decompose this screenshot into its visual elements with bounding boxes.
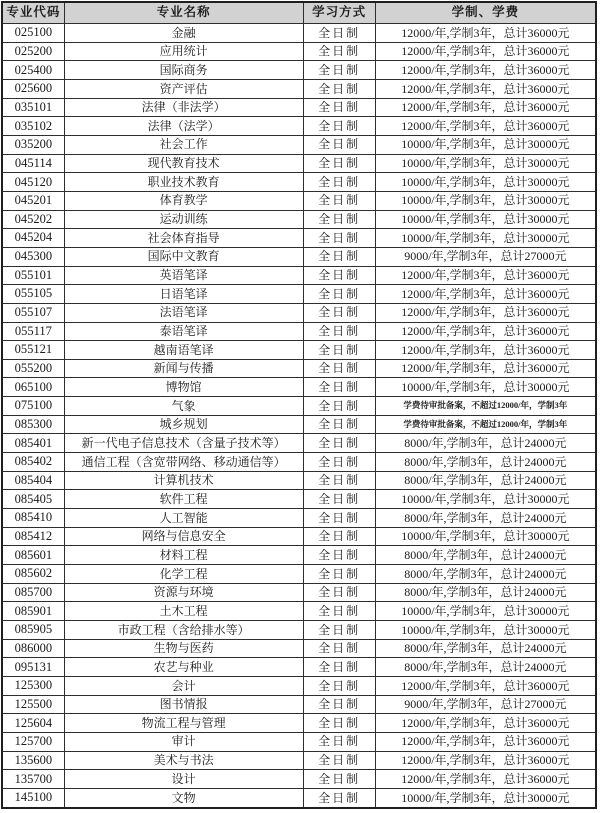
table-row — [2, 98, 596, 117]
cell-major-code: 055101 — [2, 266, 64, 285]
cell-major-name: 越南语笔译 — [64, 341, 303, 360]
cell-major-code: 025600 — [2, 79, 64, 98]
cell-duration-tuition: 12000/年,学制3年，总计36000元 — [375, 676, 596, 695]
cell-major-code: 085700 — [2, 583, 64, 602]
cell-major-code: 035102 — [2, 117, 64, 136]
cell-study-mode: 全日制 — [303, 658, 375, 677]
cell-study-mode: 全日制 — [303, 154, 375, 173]
cell-duration-tuition: 10000/年,学制3年，总计30000元 — [375, 602, 596, 621]
table-row — [2, 583, 596, 602]
cell-major-name: 国际中文教育 — [64, 247, 303, 266]
table-row — [2, 695, 596, 714]
cell-major-name: 法律（非法学） — [64, 98, 303, 117]
cell-major-name: 现代教育技术 — [64, 154, 303, 173]
cell-major-name: 社会工作 — [64, 135, 303, 154]
cell-duration-tuition: 12000/年,学制3年，总计36000元 — [375, 117, 596, 136]
cell-study-mode: 全日制 — [303, 210, 375, 229]
cell-major-name: 生物与医药 — [64, 639, 303, 658]
table-row — [2, 676, 596, 695]
cell-major-code: 025100 — [2, 24, 64, 43]
cell-duration-tuition: 8000/年,学制3年，总计24000元 — [375, 583, 596, 602]
cell-duration-tuition: 12000/年,学制3年，总计36000元 — [375, 42, 596, 61]
cell-major-name: 市政工程（含给排水等） — [64, 621, 303, 640]
cell-duration-tuition: 9000/年,学制3年，总计27000元 — [375, 695, 596, 714]
cell-major-code: 085901 — [2, 602, 64, 621]
cell-major-code: 045120 — [2, 173, 64, 192]
cell-major-code: 135700 — [2, 770, 64, 789]
cell-duration-tuition: 8000/年,学制3年，总计24000元 — [375, 639, 596, 658]
cell-study-mode: 全日制 — [303, 229, 375, 248]
cell-study-mode: 全日制 — [303, 117, 375, 136]
cell-major-code: 085602 — [2, 565, 64, 584]
col-header-major-name: 专业名称 — [64, 2, 303, 24]
cell-major-code: 085412 — [2, 527, 64, 546]
table-row — [2, 397, 596, 416]
cell-duration-tuition: 10000/年,学制3年，总计30000元 — [375, 135, 596, 154]
cell-major-name: 化学工程 — [64, 565, 303, 584]
cell-major-name: 应用统计 — [64, 42, 303, 61]
table-body — [2, 24, 596, 809]
cell-study-mode: 全日制 — [303, 61, 375, 80]
cell-duration-tuition: 12000/年,学制3年，总计36000元 — [375, 98, 596, 117]
cell-major-code: 085300 — [2, 415, 64, 434]
cell-study-mode: 全日制 — [303, 565, 375, 584]
table-row — [2, 378, 596, 397]
cell-major-code: 085404 — [2, 471, 64, 490]
cell-study-mode: 全日制 — [303, 191, 375, 210]
cell-duration-tuition: 12000/年,学制3年，总计36000元 — [375, 770, 596, 789]
table-row — [2, 639, 596, 658]
col-header-study-mode: 学习方式 — [303, 2, 375, 24]
cell-major-code: 145100 — [2, 788, 64, 808]
cell-study-mode: 全日制 — [303, 341, 375, 360]
cell-duration-tuition: 10000/年,学制3年，总计30000元 — [375, 191, 596, 210]
cell-major-name: 社会体育指导 — [64, 229, 303, 248]
table-row — [2, 751, 596, 770]
cell-duration-tuition: 8000/年,学制3年，总计24000元 — [375, 471, 596, 490]
table-row — [2, 770, 596, 789]
cell-major-name: 金融 — [64, 24, 303, 43]
cell-duration-tuition: 12000/年,学制3年，总计36000元 — [375, 285, 596, 304]
table-row — [2, 266, 596, 285]
table-row — [2, 527, 596, 546]
cell-major-code: 035200 — [2, 135, 64, 154]
cell-major-code: 095131 — [2, 658, 64, 677]
cell-major-name: 材料工程 — [64, 546, 303, 565]
cell-major-name: 网络与信息安全 — [64, 527, 303, 546]
cell-duration-tuition: 学费待审批备案，不超过12000/年，学制3年 — [375, 397, 596, 416]
cell-major-code: 055200 — [2, 359, 64, 378]
table-row — [2, 154, 596, 173]
majors-tuition-table — [1, 1, 597, 809]
cell-major-name: 资源与环境 — [64, 583, 303, 602]
cell-major-name: 土木工程 — [64, 602, 303, 621]
cell-major-code: 085401 — [2, 434, 64, 453]
cell-duration-tuition: 10000/年,学制3年，总计30000元 — [375, 154, 596, 173]
cell-major-code: 085402 — [2, 453, 64, 472]
cell-study-mode: 全日制 — [303, 42, 375, 61]
cell-study-mode: 全日制 — [303, 639, 375, 658]
table-row — [2, 509, 596, 528]
cell-duration-tuition: 12000/年,学制3年，总计36000元 — [375, 341, 596, 360]
cell-major-name: 气象 — [64, 397, 303, 416]
cell-study-mode: 全日制 — [303, 471, 375, 490]
table-row — [2, 191, 596, 210]
cell-major-name: 城乡规划 — [64, 415, 303, 434]
cell-major-name: 会计 — [64, 676, 303, 695]
cell-study-mode: 全日制 — [303, 98, 375, 117]
cell-major-code: 055121 — [2, 341, 64, 360]
cell-study-mode: 全日制 — [303, 621, 375, 640]
table-row — [2, 117, 596, 136]
cell-study-mode: 全日制 — [303, 695, 375, 714]
cell-study-mode: 全日制 — [303, 509, 375, 528]
cell-major-name: 泰语笔译 — [64, 322, 303, 341]
cell-study-mode: 全日制 — [303, 378, 375, 397]
cell-major-name: 图书情报 — [64, 695, 303, 714]
col-header-duration-tuition: 学制、学费 — [375, 2, 596, 24]
table-row — [2, 434, 596, 453]
cell-major-name: 文物 — [64, 788, 303, 808]
cell-duration-tuition: 10000/年,学制3年，总计30000元 — [375, 378, 596, 397]
table-row — [2, 732, 596, 751]
col-header-major-code: 专业代码 — [2, 2, 64, 24]
table-row — [2, 229, 596, 248]
cell-major-code: 135600 — [2, 751, 64, 770]
cell-duration-tuition: 10000/年,学制3年，总计30000元 — [375, 527, 596, 546]
cell-duration-tuition: 8000/年,学制3年，总计24000元 — [375, 434, 596, 453]
cell-major-code: 085410 — [2, 509, 64, 528]
cell-study-mode: 全日制 — [303, 135, 375, 154]
cell-study-mode: 全日制 — [303, 751, 375, 770]
cell-major-name: 美术与书法 — [64, 751, 303, 770]
cell-study-mode: 全日制 — [303, 434, 375, 453]
cell-duration-tuition: 10000/年,学制3年，总计30000元 — [375, 173, 596, 192]
cell-duration-tuition: 8000/年,学制3年，总计24000元 — [375, 546, 596, 565]
table-row — [2, 546, 596, 565]
cell-duration-tuition: 12000/年,学制3年，总计36000元 — [375, 714, 596, 733]
table-row — [2, 788, 596, 808]
cell-study-mode: 全日制 — [303, 397, 375, 416]
cell-duration-tuition: 12000/年,学制3年，总计36000元 — [375, 24, 596, 43]
header-row — [2, 2, 596, 24]
table-row — [2, 61, 596, 80]
cell-study-mode: 全日制 — [303, 266, 375, 285]
cell-major-code: 045300 — [2, 247, 64, 266]
cell-major-name: 新闻与传播 — [64, 359, 303, 378]
cell-major-name: 软件工程 — [64, 490, 303, 509]
cell-study-mode: 全日制 — [303, 527, 375, 546]
cell-study-mode: 全日制 — [303, 602, 375, 621]
cell-major-code: 125700 — [2, 732, 64, 751]
cell-major-code: 045202 — [2, 210, 64, 229]
table-row — [2, 173, 596, 192]
table-row — [2, 714, 596, 733]
cell-duration-tuition: 12000/年,学制3年，总计36000元 — [375, 266, 596, 285]
cell-duration-tuition: 8000/年,学制3年，总计24000元 — [375, 565, 596, 584]
cell-duration-tuition: 10000/年,学制3年，总计30000元 — [375, 788, 596, 808]
cell-study-mode: 全日制 — [303, 490, 375, 509]
cell-duration-tuition: 10000/年,学制3年，总计30000元 — [375, 210, 596, 229]
cell-duration-tuition: 9000/年,学制3年，总计27000元 — [375, 247, 596, 266]
cell-major-code: 045201 — [2, 191, 64, 210]
cell-major-name: 设计 — [64, 770, 303, 789]
cell-major-code: 035101 — [2, 98, 64, 117]
cell-duration-tuition: 12000/年,学制3年，总计36000元 — [375, 322, 596, 341]
cell-major-name: 物流工程与管理 — [64, 714, 303, 733]
cell-major-code: 055105 — [2, 285, 64, 304]
cell-study-mode: 全日制 — [303, 79, 375, 98]
table-row — [2, 303, 596, 322]
table-row — [2, 415, 596, 434]
cell-duration-tuition: 8000/年,学制3年，总计24000元 — [375, 509, 596, 528]
cell-duration-tuition: 12000/年,学制3年，总计36000元 — [375, 61, 596, 80]
cell-study-mode: 全日制 — [303, 303, 375, 322]
table-row — [2, 24, 596, 43]
cell-major-code: 055117 — [2, 322, 64, 341]
cell-major-name: 农艺与种业 — [64, 658, 303, 677]
table-row — [2, 135, 596, 154]
cell-study-mode: 全日制 — [303, 583, 375, 602]
table-row — [2, 621, 596, 640]
cell-major-code: 055107 — [2, 303, 64, 322]
cell-major-name: 英语笔译 — [64, 266, 303, 285]
table-row — [2, 285, 596, 304]
cell-study-mode: 全日制 — [303, 173, 375, 192]
cell-study-mode: 全日制 — [303, 247, 375, 266]
cell-major-name: 计算机技术 — [64, 471, 303, 490]
table-row — [2, 322, 596, 341]
cell-major-code: 065100 — [2, 378, 64, 397]
cell-study-mode: 全日制 — [303, 714, 375, 733]
cell-major-code: 086000 — [2, 639, 64, 658]
cell-study-mode: 全日制 — [303, 24, 375, 43]
cell-study-mode: 全日制 — [303, 285, 375, 304]
cell-study-mode: 全日制 — [303, 770, 375, 789]
cell-major-name: 体育教学 — [64, 191, 303, 210]
cell-duration-tuition: 10000/年,学制3年，总计30000元 — [375, 621, 596, 640]
cell-major-code: 125500 — [2, 695, 64, 714]
cell-duration-tuition: 12000/年,学制3年，总计36000元 — [375, 732, 596, 751]
table-row — [2, 471, 596, 490]
table-row — [2, 42, 596, 61]
table-row — [2, 565, 596, 584]
cell-duration-tuition: 学费待审批备案，不超过12000/年，学制3年 — [375, 415, 596, 434]
cell-major-name: 运动训练 — [64, 210, 303, 229]
cell-major-code: 025200 — [2, 42, 64, 61]
cell-major-name: 新一代电子信息技术（含量子技术等） — [64, 434, 303, 453]
cell-study-mode: 全日制 — [303, 788, 375, 808]
cell-major-code: 045204 — [2, 229, 64, 248]
table-row — [2, 658, 596, 677]
cell-major-name: 国际商务 — [64, 61, 303, 80]
cell-major-code: 045114 — [2, 154, 64, 173]
cell-study-mode: 全日制 — [303, 415, 375, 434]
table-row — [2, 247, 596, 266]
cell-study-mode: 全日制 — [303, 359, 375, 378]
table-row — [2, 341, 596, 360]
cell-duration-tuition: 10000/年,学制3年，总计30000元 — [375, 490, 596, 509]
cell-major-name: 通信工程（含宽带网络、移动通信等） — [64, 453, 303, 472]
table-row — [2, 210, 596, 229]
cell-study-mode: 全日制 — [303, 732, 375, 751]
table-row — [2, 453, 596, 472]
cell-major-name: 职业技术教育 — [64, 173, 303, 192]
cell-major-code: 125604 — [2, 714, 64, 733]
table-row — [2, 602, 596, 621]
cell-major-code: 085601 — [2, 546, 64, 565]
cell-duration-tuition: 12000/年,学制3年，总计36000元 — [375, 303, 596, 322]
table-row — [2, 359, 596, 378]
cell-major-name: 资产评估 — [64, 79, 303, 98]
table-row — [2, 79, 596, 98]
cell-study-mode: 全日制 — [303, 546, 375, 565]
cell-major-code: 125300 — [2, 676, 64, 695]
table-row — [2, 490, 596, 509]
cell-duration-tuition: 8000/年,学制3年，总计24000元 — [375, 453, 596, 472]
cell-study-mode: 全日制 — [303, 322, 375, 341]
cell-duration-tuition: 8000/年,学制3年，总计24000元 — [375, 658, 596, 677]
cell-duration-tuition: 12000/年,学制3年，总计36000元 — [375, 359, 596, 378]
cell-major-code: 025400 — [2, 61, 64, 80]
cell-major-name: 法语笔译 — [64, 303, 303, 322]
cell-major-name: 审计 — [64, 732, 303, 751]
cell-study-mode: 全日制 — [303, 676, 375, 695]
cell-duration-tuition: 12000/年,学制3年，总计36000元 — [375, 79, 596, 98]
cell-duration-tuition: 12000/年,学制3年，总计36000元 — [375, 751, 596, 770]
cell-major-code: 075100 — [2, 397, 64, 416]
cell-major-name: 人工智能 — [64, 509, 303, 528]
cell-major-name: 法律（法学） — [64, 117, 303, 136]
cell-major-name: 日语笔译 — [64, 285, 303, 304]
cell-major-code: 085405 — [2, 490, 64, 509]
cell-study-mode: 全日制 — [303, 453, 375, 472]
cell-duration-tuition: 10000/年,学制3年，总计30000元 — [375, 229, 596, 248]
cell-major-code: 085905 — [2, 621, 64, 640]
cell-major-name: 博物馆 — [64, 378, 303, 397]
